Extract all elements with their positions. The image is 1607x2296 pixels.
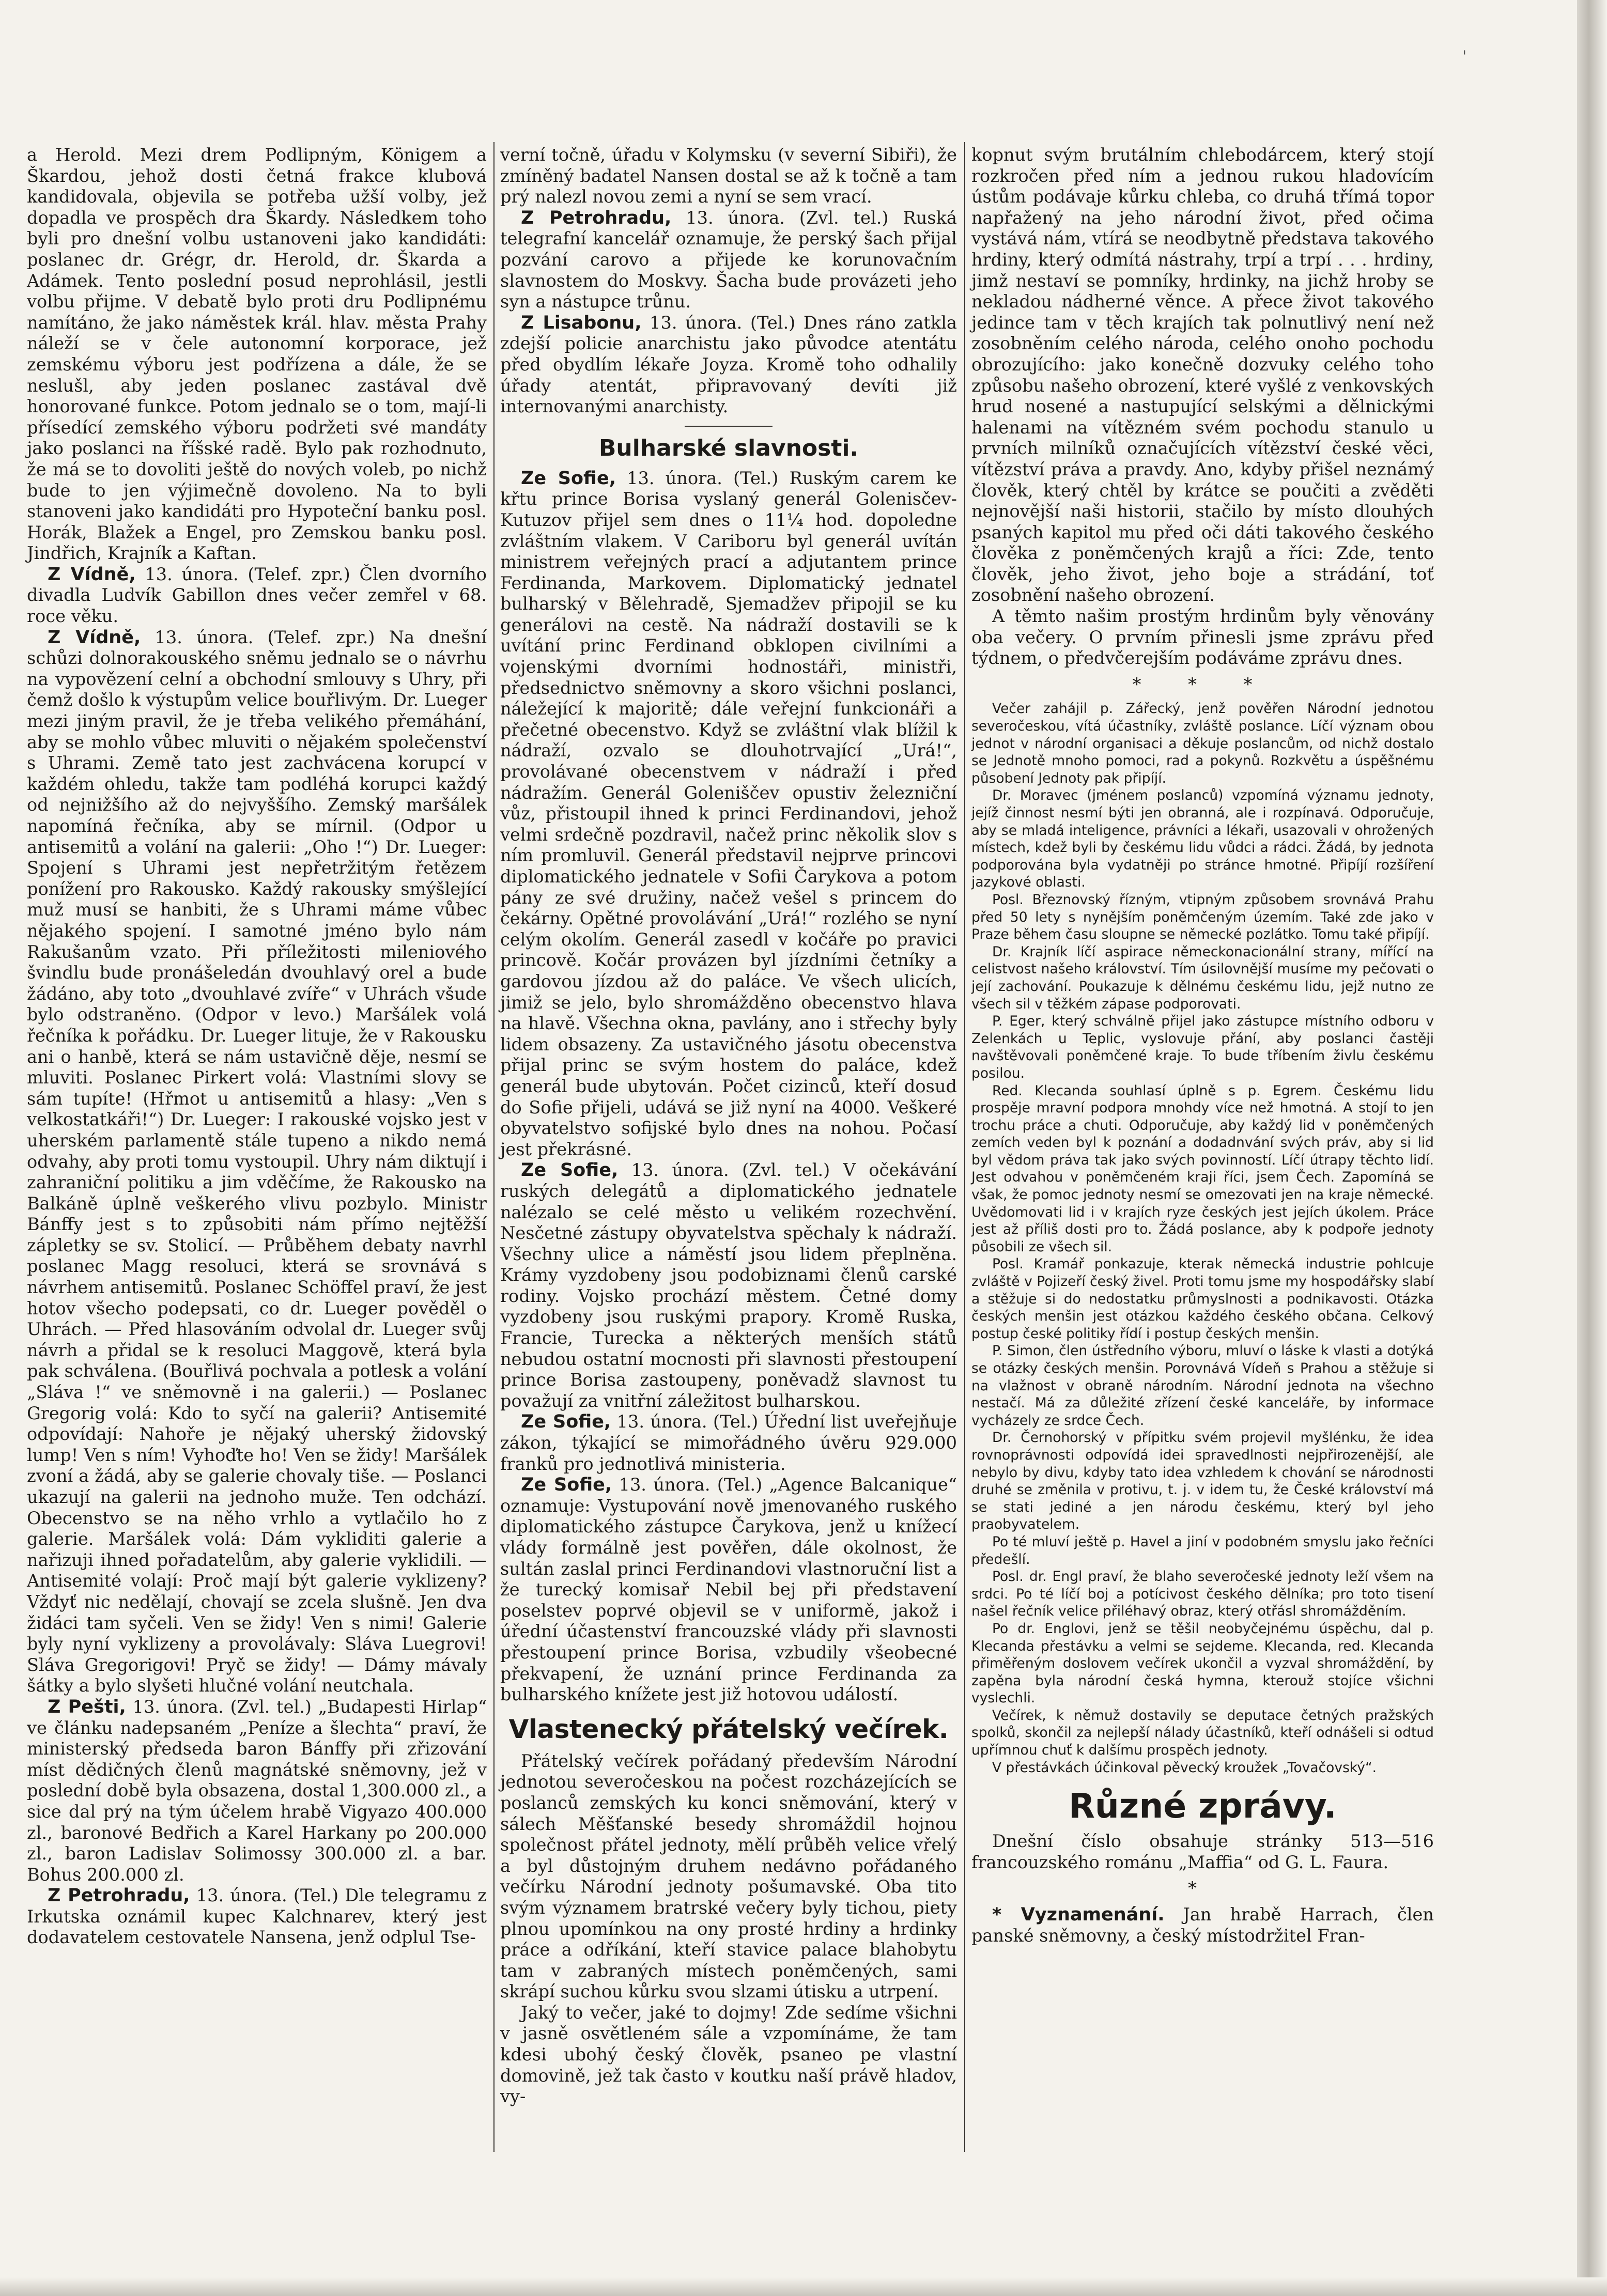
page-edge-bottom xyxy=(0,2277,1607,2296)
headline-various-news: Různé zprávy. xyxy=(1069,1786,1337,1826)
speech-paragraph: Posl. Kramář ponkazuje, kterak německá industrie pohlcuje zvláště v Pojizeří český živel. Proti tomu jsme my hospodářsky slabí a stěžuje si do nedostatku průmyslnosti a podnikavosti. Otázka českých menšin jest otázkou každého českého občana. Celkový postup české politiky řídí i postup českých menšin. xyxy=(971,1256,1434,1342)
news-text: 13. února. (Tel.) Úřední list uveřejňuje zákon, týkající se mimořádného úvěru 929.000 franků pro jednotlivá ministeria. xyxy=(500,1411,957,1474)
dateline: Ze Sofie, xyxy=(521,1160,619,1181)
headline-patriotic-evening: Vlastenecký přátelský večírek. xyxy=(508,1714,949,1744)
column-3 xyxy=(971,145,1434,2160)
speech-paragraph: Dr. Krajník líčí aspirace německonacionální strany, mířící na celistvost našeho království. Tím úsilovnější musíme my pečovati o její zachování. Poukazuje k dělnému českému lidu, jejž nutno ze všech sil v těžkém zápase podporovati. xyxy=(971,943,1434,1012)
speech-paragraph: P. Eger, který schválně přijel jako zástupce místního odboru v Zelenkách u Teplic, vyslovuje přání, aby poslanci častěji navštěvovali poněmčené kraje. To bude tříbením živlu českému posilou. xyxy=(971,1013,1434,1081)
asterisk-separator: * xyxy=(1188,1878,1217,1899)
column-1 xyxy=(27,145,487,2149)
news-vienna-2 xyxy=(27,627,487,1697)
article-evening-intro: Přátelský večírek pořádaný především Národní jednotou severočeskou na počest rozcházejících se poslanců zemských ku konci sněmování, který v sálech Měšťanské besedy shromáždil hojnou společnost přátel jednoty, mělí průběh velice vřelý a byl důstojným druhem nedávno pořádaného večírku Národní jednoty pošumavské. Oba tito svým významem bratrské večery byly tichou, piety plnou upomínkou na ony prosté hrdiny a hrdinky práce a odříkání, kteří stavice palace blahobytu tam v zabraných místech poněmčených, sami skrápí suchou kůrku svou slzami útisku a utrpení. xyxy=(500,1750,957,2002)
news-novel-pages: Dnešní číslo obsahuje stránky 513—516 francouzského románu „Maffia“ od G. L. Faura. xyxy=(971,1831,1434,1872)
dateline: Z Pešti, xyxy=(48,1696,126,1717)
dateline: Z Lisabonu, xyxy=(521,312,642,333)
news-sofia-3 xyxy=(500,1411,957,1475)
speech-paragraph: V přestávkách účinkoval pěvecký kroužek „Tovačovský“. xyxy=(992,1759,1377,1776)
article-evening-dedication: A těmto našim prostým hrdinům byly věnovány oba večery. O prvním přinesli jsme zprávu před týdnem, o předvčerejším podáváme zprávu dnes. xyxy=(971,606,1434,669)
news-text: 13. února. (Tel.) Dle telegramu z Irkutska oznámil kupec Kalchnarev, který jest dodavatelem cestovatele Nansena, jenž odplul Tse- xyxy=(27,1885,487,1948)
dateline: Z Petrohradu, xyxy=(521,207,672,228)
column-2 xyxy=(500,145,957,2160)
news-text: 13. února. (Zvl. tel.) Ruská telegrafní kancelář oznamuje, že perský šach přijal pozvání carovo a přijede ke korunovačním slavnostem do Moskvy. Šacha bude provázeti jeho syn a nástupce trůnu. xyxy=(500,207,957,312)
speech-paragraph: P. Simon, člen ústředního výboru, mluví o láske k vlasti a dotýká se otázky českých menšin. Porovnává Vídeň s Prahou a stěžuje si na vlažnost v obraně národním. Národní jednota na všechno nestačí. Má za důležité zřízení české kanceláře, by informace vycházely ze srdce Čech. xyxy=(971,1343,1434,1429)
dateline: Z Vídně, xyxy=(48,564,136,585)
news-text: 13. února. (Zvl. tel.) V očekávání ruských delegátů a diplomatického jednatele nalézalo se celé město u velikém rozechvění. Nesčetné zástupy obyvatelstva spěchaly k nádraží. Všechny ulice a náměstí jsou lidem přeplněna. Krámy vyzdobeny jsou podobiznami členů carské rodiny. Vojsko prochází městem. Četné domy vyzdobeny jsou ruskými prapory. Kromě Ruska, Francie, Turecka a některých menších států nebudou ostatní mocnosti při slavnosti přestoupení prince Borisa zastoupeny, poněvadž slavnost tu považují za vnitřní záležitost bulharskou. xyxy=(500,1160,957,1411)
dateline: Ze Sofie, xyxy=(521,468,616,489)
speeches-report xyxy=(971,700,1434,1776)
news-text: Jan hrabě Harrach, člen panské sněmovny, a český místodržitel Fran- xyxy=(971,1904,1434,1946)
news-lead: * Vyznamenání. xyxy=(992,1904,1165,1926)
page-edge-right xyxy=(1577,0,1607,2296)
news-text: 13. února. (Tel.) Ruským carem ke křtu prince Borisa vyslaný generál Golenisčev-Kutuzov přijel sem dnes o 11¼ hod. dopoledne zvláštním vlakem. V Cariboru byl generál uvítán ministrem veřejných prací a adjutantem prince Ferdinanda, Markovem. Diplomatický jednatel bulharský v Bělehradě, Sjemadžev připojil se ku generálovi na cestě. Na nádraží dostavili se k uvítání princ Ferdinand obklopen civilními a vojenskými dvorními hodnostáři, ministři, předsednictvo sněmovny a skoro všichni poslanci, náležející k majoritě; dále veřejní funkcionáři a přečetné obecenstvo. Když se zvláštní vlak blížil k nádraží, ozvalo se dlouhotrvající „Urá!“, provolávané obecenstvem v nádraží i před nádražím. Generál Goleniščev opustiv železniční vůz, přistoupil ihned k princi Ferdinandovi, jehož velmi srdečně pozdravil, načež princ několik slov s ním promluvil. Generál představil nejprve princovi diplomatického jednatele v Sofii Čarykova a potom pány ze své družiny, načež vešel s princem do čekárny. Opětné provolávání „Urá!“ rozlého se nyní celým okolím. Generál zasedl v kočáře po pravici princově. Kočár provázen byl jízdními četníky a gardovou jízdou až do paláce. Ve všech ulicích, jimiž se jelo, bylo shromážděno obecenstvo hlava na hlavě. Všechna okna, pavlány, ano i střechy byly lidem obsazeny. Za ustavičného jásotu obecenstva přijal princ se svým hostem do paláce, kdež generál bude ubytován. Počet cizinců, kteří dosud do Sofie přijeli, udává se již nyní na 4000. Veškeré obyvatelstvo sofijské bylo dnes na nohou. Počasí jest překrásné. xyxy=(500,468,957,1159)
news-text: 13. února. (Tel.) „Agence Balcanique“ oznamuje: Vystupování nově jmenovaného ruského diplomatického zástupce Čarykova, jenž u knížecí vlády formálně jest pověřen, dále okolnost, že sultán zaslal princi Ferdinandovi vlastnoruční list a že turecký komisař Nebil bej při představení poselstev poprvé objevil se v uniformě, jakož i úřední účastenství francouzské vlády při slavnosti přestoupení prince Borisa, vzbudily všeobecné překvapení, že uznání prince Ferdinanda za bulharského knížete jest již hotovou událostí. xyxy=(500,1475,957,1705)
column-rule-right xyxy=(964,142,965,2152)
section-divider xyxy=(685,426,772,427)
speech-paragraph: Po dr. Englovi, jenž se těšil neobyčejnému úspěchu, dal p. Klecanda přestávku a velmi se sejdeme. Klecanda, red. Klecanda přiměřeným doslovem večírek ukončil a vyzval shromáždění, by zapěna byla národní česká hymna, kterouž stojíce všichni vyslechli. xyxy=(971,1620,1434,1707)
news-sofia-1 xyxy=(500,468,957,1160)
dateline: Ze Sofie, xyxy=(521,1411,611,1433)
speech-paragraph: Dr. Moravec (jménem poslanců) vzpomíná významu jednoty, jejíž činnost nesmí býti jen obranná, ale i rozpínavá. Odporučuje, aby se mladá inteligence, právníci a lékaři, usazovali v ohrožených místech, kdež byli by českému lidu vůdci a rádci. Žádá, by jednota podporována byla vydatněji po stránce hmotné. Připíjí rozšíření jazykové oblasti. xyxy=(971,787,1434,891)
asterisk-separator: * * * xyxy=(1132,674,1273,694)
news-text: 13. února. (Telef. zpr.) Člen dvorního divadla Ludvík Gabillon dnes večer zemřel v 68. roce věku. xyxy=(27,564,487,627)
news-text: 13. února. (Telef. zpr.) Na dnešní schůzi dolnorakouského sněmu jednalo se o návrhu na vypovězení celní a obchodní smlouvy s Uhry, při čemž došlo k výstupům velice bouřlivým. Dr. Lueger mezi jiným pravil, že je třeba velikého přemáhání, aby se mohlo vůbec mluviti o nějakém společenství s Uhrami. Země tato jest zachvácena korupcí v každém ohledu, takže tam podléhá korupci každý od nejnižšího až do nejvyššího. Zemský maršálek napomíná řečníka, aby se mírnil. (Odpor u antisemitů a volání na galerii: „Oho !“) Dr. Lueger: Spojení s Uhrami jest nepřetržitým řetězem ponížení pro Rakousko. Každý rakousky smýšlející muž musí se hanbiti, že s Uhrami máme vůbec nějakého spojení. I samotné jméno bylo nám Rakušanům vzato. Při příležitosti mileniového švindlu bude pronášeledán dvouhlavý orel a bude žádáno, aby toto „dvouhlavé zvíře“ v Uhrách všude bylo odstraněno. (Odpor v levo.) Maršálek volá řečníka k pořádku. Dr. Lueger lituje, že v Rakousku ani o hanbě, která se nám ustavičně děje, nesmí se mluviti. Poslanec Pirkert volá: Vlastními slovy se sám tupíte! (Hřmot u antisemitů a hlasy: „Ven s velkostatkáři!“) Dr. Lueger: I rakouské vojsko jest v uherském parlamentě stále tupeno a nikdo nemá odvahy, aby proti tomu vystoupil. Uhry nám diktují i zahraniční politiku a jim vděčíme, že Rakousko na Balkáně úplně veškerého vlivu pozbylo. Ministr Bánffy jest s to způsobiti nám přímo nejtěžší zápletky se sv. Stolicí. — Průběhem debaty navrhl poslanec Magg resoluci, která se srovnává s návrhem antisemitů. Poslanec Schöffel praví, že jest hotov všecho podepsati, co dr. Lueger pověděl o Uhrách. — Před hlasováním odvolal dr. Lueger svůj návrh a přidal se k resoluci Maggově, která byla pak schválena. (Bouřlivá pochvala a potlesk a volání „Sláva !“ ve sněmovně i na galerii.) — Poslanec Gregorig volá: Kdo to syčí na galerii? Antisemité odpovídají: Nahoře je nějaký uherský židovský lump! Ven s ním! Vyhoďte ho! Ven se židy! Maršálek zvoní a žádá, aby se galerie chovaly tiše. — Poslanci ukazují na galerii na jednoho muže. Ten odchází. Obecenstvo se na něho vrhlo a vytlačilo ho z galerie. Maršálek volá: Dám vykliditi galerie a nařizuji ihned pořadatelům, aby galerie vyklidili. — Antisemité volají: Proč mají být galerie vyklizeny? Vždyť nic nedělají, chovají se zcela slušně. Jen dva židáci tam syčeli. Ven se židy! Ven s nimi! Galerie byly nyní vyklizeny a provolávaly: Sláva Luegrovi! Sláva Gregorigovi! Pryč se židy! — Dámy mávaly šátky a bylo slyšeti hlučné volání neutchala. xyxy=(27,627,487,1696)
news-pest xyxy=(27,1697,487,1885)
paragraph-herold: a Herold. Mezi drem Podlipným, Königem a Škardou, jehož dosti četná frakce klubová kandidovala, objevila se potřeba užší volby, jež dopadla ve prospěch dra Škardy. Následkem toho byli pro dnešní volbu ustanoveni jako kandidáti: poslanec dr. Grégr, dr. Herold, dr. Škarda a Adámek. Tento poslední posud neprohlásil, jestli volbu přijme. V debatě bylo proti dru Podlipnému namítáno, že jako náměstek král. hlav. města Prahy náleží se v čele autonomní korporace, jež zemskému výboru jest podřízena a dále, že se neslušl, aby jeden poslanec zastával dvě honorované funkce. Potom jednalo se o tom, mají-li přísedící zemského výboru podržeti své mandáty jako poslanci na říšské radě. Bylo pak rozhodnuto, že má se to dovoliti ještě do nových voleb, po nichž bude to jen výjimečně dovoleno. Na to byli stanoveni jako kandidáti pro Hypoteční banku posl. Horák, Blažek a Engel, pro Zemskou banku posl. Jindřich, Krajník a Kaftan. xyxy=(27,145,487,564)
news-petersburg-2 xyxy=(500,208,957,313)
news-petersburg-1 xyxy=(27,1885,487,1948)
article-evening-continued: Jaký to večer, jaké to dojmy! Zde sedíme všichni v jasně osvětleném sále a vzpomínáme, že tam kdesi ubohý český člověk, psaneo pe vlastní domovině, jež tak často v koutku naší právě hladov, vy- xyxy=(500,2002,957,2107)
paragraph-nansen: verní točně, úřadu v Kolymsku (v severní Sibiři), že zmíněný badatel Nansen dostal se až k točně a tam prý nalezl novou zemi a nyní se sem vrací. xyxy=(500,145,957,207)
news-lisbon xyxy=(500,313,957,417)
speech-paragraph: Posl. dr. Engl praví, že blaho severočeské jednoty leží všem na srdci. Po té líčí boj a potícivost českého dělníka; pro toto tisení našel řečník velice přiléhavý obraz, který otřásl shromážděním. xyxy=(971,1569,1434,1620)
dateline: Z Vídně, xyxy=(48,627,141,648)
dateline: Z Petrohradu, xyxy=(48,1885,190,1906)
speech-paragraph: Dr. Černohorský v přípitku svém projevil myšlénku, že idea rovnoprávnosti odpovídá idei spravedlnosti nejpřirozenější, ale nebylo by divu, kdyby tato idea vzhledem k chování se národnosti druhé se změnila v protivu, t. j. v idem tu, že České království má se stati jediné a jen národu českému, který byl jeho praobyvatelem. xyxy=(971,1430,1434,1533)
speech-paragraph: Po té mluví ještě p. Havel a jiní v podobném smyslu jako řečníci předešlí. xyxy=(971,1533,1434,1568)
speech-paragraph: Večírek, k němuž dostavily se deputace četných pražských spolků, skončil za nejlepší nálady účastníků, kteří odnášeli si odtud upřímnou chuť k dalšímu prospěch jednoty. xyxy=(971,1707,1434,1759)
news-sofia-2 xyxy=(500,1160,957,1411)
news-vienna-1 xyxy=(27,564,487,627)
news-text: 13. února. (Zvl. tel.) „Budapesti Hirlap“ ve článku nadepsaném „Peníze a šlechta“ praví, že ministerský předseda baron Bánffy při zřizování míst dědičných členů magnátské sněmovny, jež v poslední době byla obsazena, dostal 1,300.000 zl., a sice dal prý na tým účelem hrabě Vigyazo 400.000 zl., baronové Bedřich a Karel Harkany po 200.000 zl., baron Ladislav Solimossy 300.000 zl. a bar. Bohus 200.000 zl. xyxy=(27,1696,487,1885)
speech-paragraph: Večer zahájil p. Zářecký, jenž pověřen Národní jednotou severočeskou, vítá účastníky, zvláště poslance. Líčí význam obou jednot v národní organisaci a děkuje poslancům, od nichž dostalo se Jednotě mnoho pomoci, rad a pokynů. Rozkvětu a úspěšnému působení Jednoty pak připíjí. xyxy=(971,701,1434,786)
headline-bulgarian-celebrations: Bulharské slavnosti. xyxy=(598,435,859,461)
article-evening-hero: kopnut svým brutálním chlebodárcem, který stojí rozkročen před ním a jednou rukou hladovícím ústům podávaje kůrku chleba, co druhá třímá topor napřažený na jeho národní život, před očima vystává nám, vtírá se neodbytně představa takového hrdiny, který odmítá nástrahy, trpí a trpí . . . hrdiny, jimž nestaví se pomníky, hrdinky, na jichž hroby se nekladou nádherné věnce. A přece život takového jedince tam v těch krajích tak polnutlivý není než zosobněním celého národa, celého onoho pochodu obrozujícího: jako konečně dozvuky celého toho způsobu našeho obrození, které vyšlé z venkovských hrud nosené a nastupující selskými a dělnickými halenami na vítězném svém pochodu stanulo u prvních milníků označujících vítězství české věci, vítězství práva a pravdy. Ano, kdyby přišel neznámý člověk, který chtěl by krátce se poučiti a zvěděti nejnovější naši historii, stačilo by místo dlouhých psaných kapitol mu před oči dáti takového českého člověka z poněmčených krajů a říci: Zde, tento člověk, jeho život, jeho boje a strádání, toť zosobnění našeho obrození. xyxy=(971,145,1434,606)
column-rule-left xyxy=(493,142,495,2152)
news-sofia-4 xyxy=(500,1475,957,1705)
news-text: 13. února. (Tel.) Dnes ráno zatkla zdejší policie anarchistu jako původce atentátu před obydlím lékaře Joyza. Kromě toho odhalily úřady atentát, připravovaný devíti již internovanými anarchisty. xyxy=(500,312,957,417)
corner-mark: ' xyxy=(1462,48,1467,66)
speech-paragraph: Red. Klecanda souhlasí úplně s p. Egrem. Českému lidu prospěje mravní podpora mnohdy více než hmotná. A stojí to jen trochu práce a chuti. Odporučuje, aby každý lid v poněmčených zemích veden byl k poznání a dodadnvání svých práv, aby si lid byl vědom práva tak jako svých povinností. Líčí útrapy těchto lidí. Jest odvahou v poněmčeném kraji říci, jsem Čech. Zapomíná se však, že pomoc jednoty nesmí se omezovati jen na kraje německé. Uvědomovati lid i v krajích ryze českých jest jejích úkolem. Práce jest až příliš dosti pro to. Žádá poslance, aby k podpoře jednoty působili ze všech sil. xyxy=(971,1082,1434,1255)
speech-paragraph: Posl. Březnovský řízným, vtipným způsobem srovnává Prahu před 50 lety s nynějším poněmčeným územím. Také zde jako v Praze během času sloupne se německé pozlátko. Tomu také připíjí. xyxy=(971,891,1434,943)
dateline: Ze Sofie, xyxy=(521,1475,612,1496)
news-decoration xyxy=(971,1904,1434,1946)
